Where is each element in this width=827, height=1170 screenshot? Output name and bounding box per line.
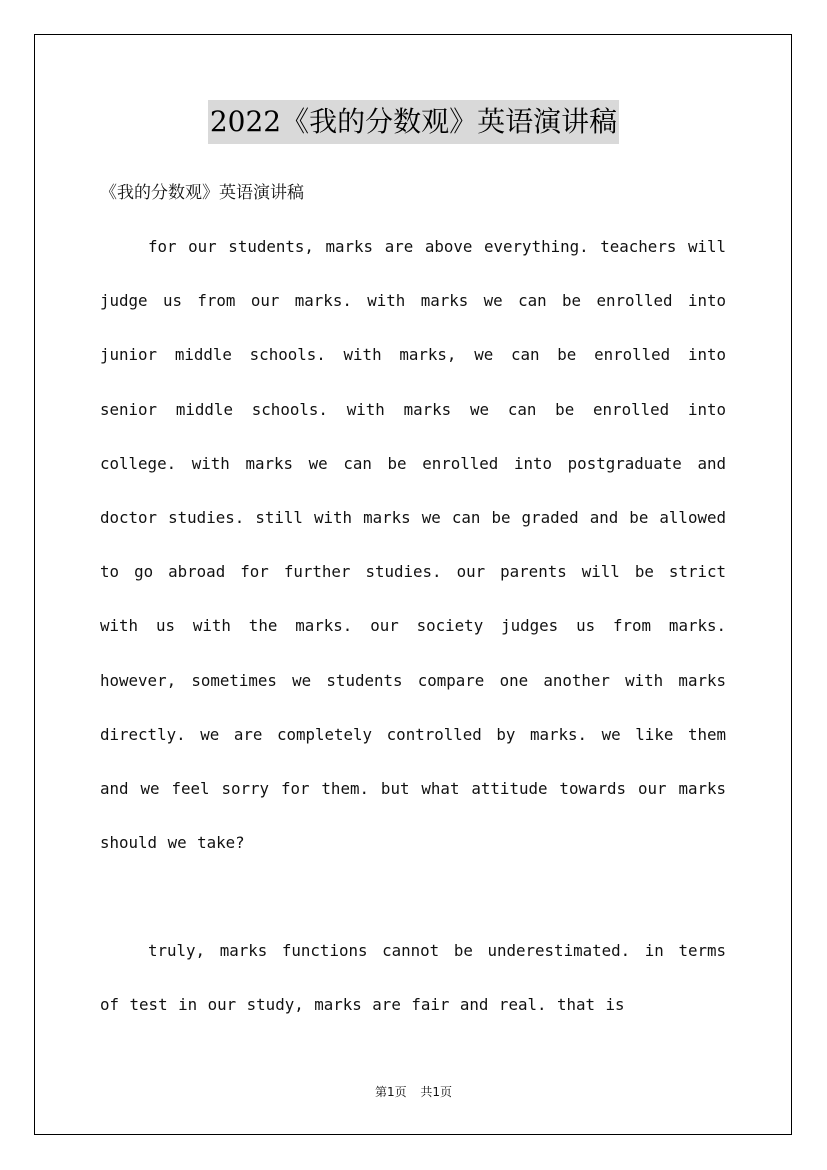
title-container xyxy=(0,100,827,144)
page-number-total: 共1页 xyxy=(420,1085,453,1099)
body-paragraph-2: truly, marks functions cannot be underestimated. in terms of test in our study, marks are fair and real. that is xyxy=(100,941,726,1015)
page-number-current: 第1页 xyxy=(374,1085,407,1099)
document-subtitle: 《我的分数观》英语演讲稿 xyxy=(100,183,304,203)
body-paragraph-1: for our students, marks are above everything. teachers will judge us from our marks. with marks we can be enrolled into junior middle schools. with marks, we can be enrolled into senior middle schools. with marks we can be enrolled into college. with marks we can be enrolled into postgraduate and doctor studies. still with marks we can be graded and be allowed to go abroad for further studies. our parents will be strict with us with the marks. our society judges us from marks. however, sometimes we students compare one another with marks directly. we are completely controlled by marks. we like them and we feel sorry for them. but what attitude towards our marks should we take? xyxy=(100,237,726,853)
document-title: 2022《我的分数观》英语演讲稿 xyxy=(208,100,619,144)
page-footer xyxy=(0,1083,827,1100)
